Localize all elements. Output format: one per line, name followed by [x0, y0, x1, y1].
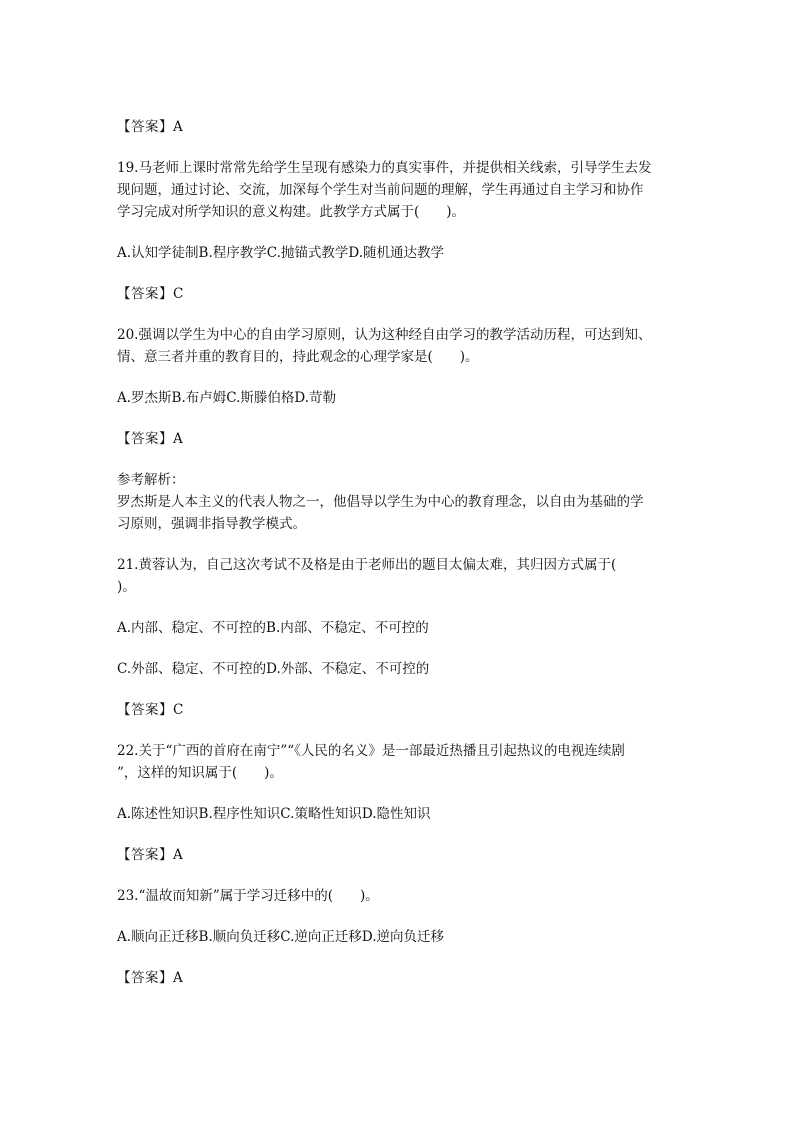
question-22-options: A.陈述性知识B.程序性知识C.策略性知识D.隐性知识: [117, 806, 431, 822]
answer-line: 【答案】A: [117, 970, 184, 986]
answer-line: 【答案】A: [117, 431, 184, 447]
question-23-line-1: 23.“温故而知新”属于学习迁移中的( )。: [117, 888, 379, 904]
question-20-options: A.罗杰斯B.布卢姆C.斯滕伯格D.苛勒: [117, 390, 337, 406]
question-19-options: A.认知学徒制B.程序教学C.抛锚式教学D.随机通达教学: [117, 245, 445, 261]
question-21-options-1: A.内部、稳定、不可控的B.内部、不稳定、不可控的: [117, 620, 429, 636]
question-20-line-1: 20.强调以学生为中心的自由学习原则，认为这种经自由学习的教学活动历程，可达到知、: [117, 327, 652, 343]
answer-line: 【答案】A: [117, 119, 184, 135]
answer-line: 【答案】A: [117, 847, 184, 863]
analysis-line-1: 罗杰斯是人本主义的代表人物之一，他倡导以学生为中心的教育理念，以自由为基础的学: [117, 494, 644, 510]
question-23-options: A.顺向正迁移B.顺向负迁移C.逆向正迁移D.逆向负迁移: [117, 929, 445, 945]
question-21-line-2: )。: [117, 579, 136, 595]
question-21-line-1: 21.黄蓉认为，自己这次考试不及格是由于老师出的题目太偏太难，其归因方式属于(: [117, 557, 617, 573]
question-20-line-2: 情、意三者并重的教育目的，持此观念的心理学家是( )。: [117, 349, 479, 365]
question-22-line-2: ”，这样的知识属于( )。: [117, 765, 283, 781]
question-19-line-1: 19.马老师上课时常常先给学生呈现有感染力的真实事件，并提供相关线索，引导学生去发: [117, 160, 652, 176]
question-19-line-3: 学习完成对所学知识的意义构建。此教学方式属于( )。: [117, 204, 466, 220]
answer-line: 【答案】C: [117, 286, 184, 302]
analysis-line-2: 习原则，强调非指导教学模式。: [117, 516, 306, 532]
question-19-line-2: 现问题，通过讨论、交流，加深每个学生对当前问题的理解，学生再通过自主学习和协作: [117, 182, 644, 198]
analysis-heading: 参考解析：: [117, 472, 185, 488]
question-21-options-2: C.外部、稳定、不可控的D.外部、不稳定、不可控的: [117, 661, 430, 677]
question-22-line-1: 22.关于“广西的首府在南宁”“《人民的名义》是一部最近热播且引起热议的电视连续剧: [117, 743, 625, 759]
answer-line: 【答案】C: [117, 702, 184, 718]
